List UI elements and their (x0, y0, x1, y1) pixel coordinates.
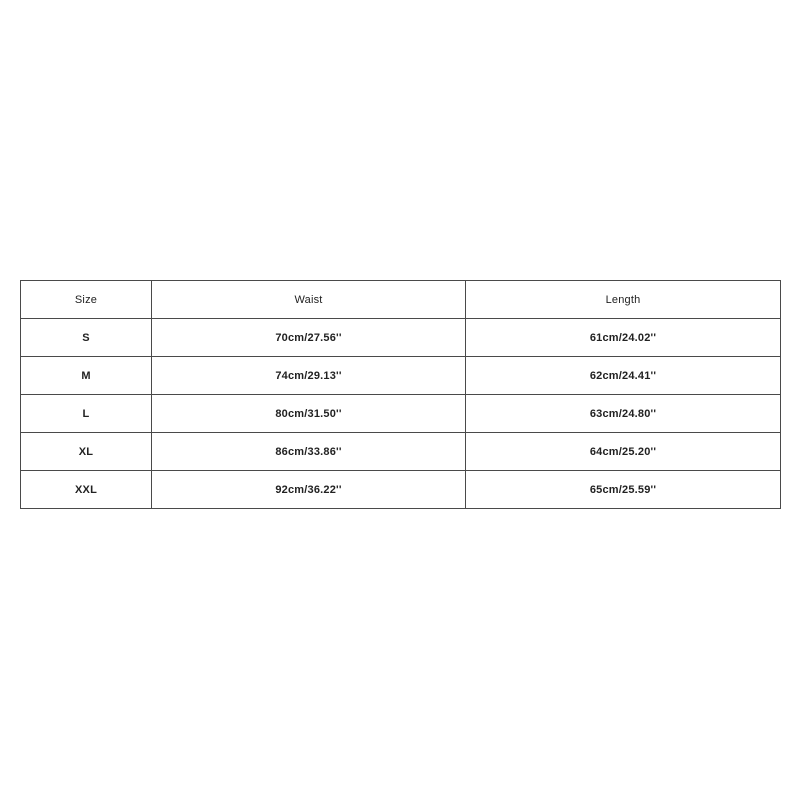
waist-cell: 74cm/29.13'' (152, 357, 466, 395)
waist-cell: 80cm/31.50'' (152, 395, 466, 433)
table-row (21, 357, 781, 395)
length-cell: 61cm/24.02'' (466, 319, 781, 357)
size-cell: XXL (21, 471, 152, 509)
size-cell: L (21, 395, 152, 433)
waist-cell: 86cm/33.86'' (152, 433, 466, 471)
header-waist: Waist (152, 281, 466, 319)
length-cell: 64cm/25.20'' (466, 433, 781, 471)
length-cell: 62cm/24.41'' (466, 357, 781, 395)
waist-cell: 92cm/36.22'' (152, 471, 466, 509)
table-row (21, 433, 781, 471)
size-chart-table (20, 280, 781, 509)
size-cell: XL (21, 433, 152, 471)
table-row (21, 319, 781, 357)
header-size: Size (21, 281, 152, 319)
table-row (21, 395, 781, 433)
size-cell: S (21, 319, 152, 357)
length-cell: 63cm/24.80'' (466, 395, 781, 433)
length-cell: 65cm/25.59'' (466, 471, 781, 509)
waist-cell: 70cm/27.56'' (152, 319, 466, 357)
table-row (21, 471, 781, 509)
table-header-row (21, 281, 781, 319)
header-length: Length (466, 281, 781, 319)
size-cell: M (21, 357, 152, 395)
